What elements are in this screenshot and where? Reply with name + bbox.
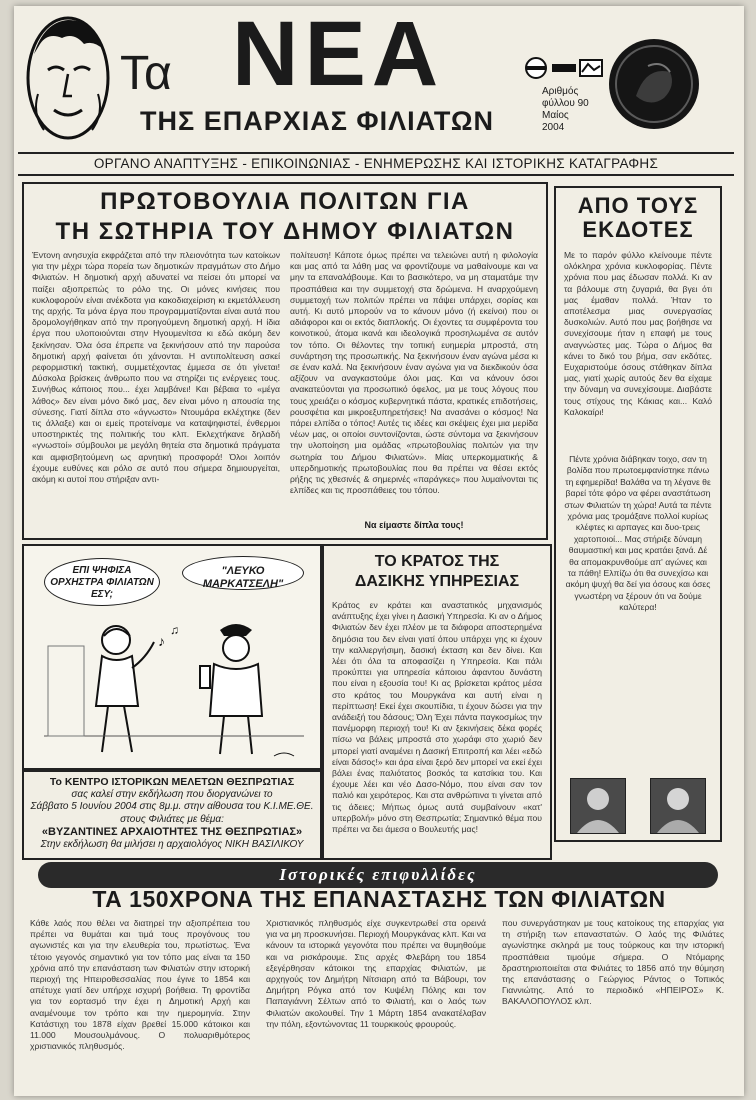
sidebar-text: Με το παρόν φύλλο κλείνουμε πέντε ολόκληρα χρόνια κυκλοφορίας. Πέντε χρόνια που μας έδωσαν πολλά. Κι αν τα βάλουμε στη ζυγαριά, θα βγει ότι μας έμαθαν πολλά. Ήταν το αποτέλεσμα μιας συνεργασίας δυσκολιών. Αυτό που μας βοήθησε να συνεχίσουμε ήταν η επαφή με τους αναγνώστες μας. Τώρα ο Δήμος θα κάνει το δικό του βήμα, σαν εκδότες. Ευχαριστούμε όσους στάθηκαν δίπλα μας, γιατί χωρίς αυτούς δεν θα είχαμε την δύναμη να συνεχίσουμε. Διαβάστε τους στίχους της Κάκιας και... Καλό Καλοκαίρι!: [564, 250, 712, 417]
bottom-column-2: Χριστιανικός πληθυσμός είχε συγκεντρωθεί στα ορεινά για να μη προσκυνήσει. Περιοχή Μουργκάνας κλπ. Και να κάνουν τα ιστορικά γεγονότα που πρέπει να θυμηθούμε και να ρισκάρουμε. Στις αρχές Φλεβάρη του 1854 εξεγέρθησαν κάτοικοι της επαρχίας Φιλιατών, με αρχηγούς τον Δημήτρη Νίτσιαρη από τα Βάβουρι, τον Δημήτρη Ρόγκα από τον Κυψέλη Πόλης και τον Παπαγιάννη Σέλτων από το Φιλιατή, και ο λαός των Φιλιατών ακολουθεί. Την 1 Μάρτη 1854 ανακατέλαβαν την πόλη, εξοντώνοντας 11 τουρκικούς φρουρούς.: [266, 918, 486, 1029]
sidebar-title-line2: ΕΚΔΟΤΕΣ: [582, 217, 694, 242]
lead-title-line2: ΤΗ ΣΩΤΗΡΙΑ ΤΟΥ ΔΗΜΟΥ ΦΙΛΙΑΤΩΝ: [55, 218, 515, 245]
forest-title-line2: ΔΑΣΙΚΗΣ ΥΠΗΡΕΣΙΑΣ: [354, 573, 520, 590]
forest-title-line1: ΤΟ ΚΡΑΤΟΣ ΤΗΣ: [374, 553, 500, 570]
forest-service-article: [322, 544, 552, 860]
svg-text:♫: ♫: [170, 623, 179, 637]
masthead-ta: Τα: [120, 47, 172, 100]
newspaper-page: [14, 6, 744, 1096]
sidebar-poem: Πέντε χρόνια διάβηκαν τοιχο, σαν τη βολίδα που πρωτοεμφανίστηκε πάνω τη εφημερίδα! Βαλάθα να τη λέγανε θε βαρεί τότε φόρο να φέρει αναστάτωση στων Φιλιατών τη χώρα! Αυτά τα πέντε χρόνια μας τρομάξανε πολλοί κυρίως κλέφτες κι αρπαγες και δυο-τρεις χαρτοποιοί... Μας στήριξε δύναμη θαυμαστική και μας κρατάει ξανά. Δέ θα απομακρυνθούμε απ' αγώνες και τα πάθη! Ελπίζω ότι θα συνεχίσω και ακόμη ψυχή θα δεί για όσους και όσες γνωστέρη να ξέρουν ότι να δούμε καλύτερα!: [564, 454, 712, 613]
cartoon-bubble-left: ΕΠΙ ΨΗΦΙΣΑ ΟΡΧΗΣΤΡΑ ΦΙΛΙΑΤΩΝ ΕΣΥ;: [44, 558, 160, 606]
issue-info: [542, 86, 602, 134]
issue-month: Μαίος: [542, 110, 569, 121]
lead-column-2: πολίτευση! Κάποτε όμως πρέπει να τελειώνει αυτή η φιλολογία και μας από τα λάθη μας να φροντίζουμε να μαθαίνουμε και να μην τα επαναλάβουμε. Και το βασικότερο, να μη σταματάμε την προσπάθεια και την συμμετοχή στα δρώμενα. Η αναρχούμενη συμμετοχή των πολιτών πρέπει να πάψει υπάρχει, σορίας και αυτή. Κι αυτό μπορούν να το κάνουν μόνο (ή εκείνοι) που οι αδιάφοροι και οι εκτός διαπλοκής. Οι έχοντες τα συμφέροντα του κοινοτικού, άτομα ικανά και ιδεολογικά προσηλωμένα σε αυτόν τον τόπο. Οι θέλοντες την τοπική ευημερία μπροστά, στη συνάρτηση της προσωπικής. Να ξεκινήσουν έναν αγώνα μέσα κι σε έναν καλά. Να ξεκινήσουν έναν αγώνα για να διεκδικούν όσα αξίζουν να αναγκαστούμε όλοι μας. Και να κάνουν όσοι ανακατεύονται για προσωπικό όφελος, μα με τους λόγους που τους χρειάζει ο κόσμος κυβερνητικά πάστα, κρατικές επιδοτήσεις, ρουσφέτια και μικροεξυπηρετήσεις! Να ανασάνει ο κόσμος! Να πάρει ελπίδα ο τόπος! Αυτές τις ιδέες και σκέψεις έχει μια μερίδα νέων μας, οι οποίοι συντονίζονται, ώστε σύντομα να ξεκινήσουν την υλοποίηση μια ομάδας «πρωτοβουλίας πολιτών για την σωτηρία του Δήμου Φιλιατών». Μίας υπερκομματικής & υπερδημοτικής πρωτοβουλίας που θα πρέπει να θέσει εκτός ρήξης τις χθεσινές & σημερινές «παράγκες» που λυμαίνονται τις ελπίδες και τις προσπάθειες του τόπου.: [290, 250, 538, 496]
forest-text: Κράτος εν κράτει και αναστατικός μηχανισμός ανάπτυξης έχει γίνει η Δασική Υπηρεσία. Κι αν ο Δήμος Φιλιατών δεν έχει πλέον με τα διάφορα αποστερημένα δημόσια του δεν είναι γιατί όπου υπάρχει γης κι έχουν την καλλιεργήσιμη, δασική έκταση και δεν δίνει. Και λέει ότι όλα τα αποφασίζει η Υπηρεσία. Και πάλι προκύπτει για υπηρεσία κάποιου άφαντου δυνάστη που είναι η εξουσία του! Κι ας βρίσκεται κράτος μέσα στο κράτος του Μουργκάνα και αυτή είναι η περίπτωση! Εκεί έχει σκουπίδια, τι έχουν δώσει για την ανάδειξή του δάσους; Όλη Έχει πάντα παγκοσμίως την πανέμορφη περιοχή του! Κι αν ξεκινήσεις δέκα φορές πίσω να βάλεις μπροστά στο χωράφι στο χωριό δεν μπορεί γιατί αναμένει η Δασική Επιτροπή και λέει «εδώ είναι δάσος!» και άρα είναι ξερό δεν μπορεί να εκεί έχει βάλει ένας παλιότατος βοσκός τα κατσίκια του. Και έχουμε λέει και νέο Δασο-Νόμο, που είναι σαν τον παλιό και χειρότερος. Και στα ανθρώπινα τι γίνεται από τις άδειες; Μήπως όμως αυτά συμβαίνουν «κατ' υπερβολή» μόνο στη Θεσπρωτία; Σημαντικό θέμα που πρέπει να δει άμεσα ο Βουλευτής μας!: [332, 600, 542, 835]
author-photo-1: [570, 778, 626, 834]
svg-text:♪: ♪: [158, 633, 165, 649]
cartoon-drawing-icon: [24, 606, 320, 766]
masthead-nea: ΝΕΑ: [232, 6, 445, 105]
bottom-column-1: Κάθε λαός που θέλει να διατηρεί την αξιοπρέπεια του πρέπει να θυμάται και τιμά τους προγόνους του αγωνιστές και για την ελευθερία του, πρωτίστως. Ένα τέτοιο γεγονός σημαντικό για τον τόπο μας είναι τα 150 χρόνια από την επανάσταση των Φιλιατών στην ιστορική περιοχή της Ηπειροθεσσαλίας που έγινε το 1854 και απέτυχε γιατί δεν υπήρχε ισχυρή βοήθεια. Τη φροντίδα για τον εορτασμό την έχει η Δημοτική Αρχή και αναμένουμε τον τρόπο και την ημερομηνία. Στην Κατάστιχη του 1878 είχαν βρεθεί 15.000 κάτοικοι και 11.000 Μουσουλμάνους. Ο πολυαριθμότερος χριστιανικός πληθυσμός.: [30, 918, 250, 1052]
cartoon: [22, 544, 322, 770]
bottom-column-3: που συνεργάστηκαν με τους κατοίκους της επαρχίας για τη στήριξη των επαναστατών. Ο λαός της Φιλιάτες αγωνίστηκε σκληρά με τους τούρκους και την ιστορική προσπάθεια τιμούμε σήμερα. Ο Ντόμαρης δραστηριοποιείται στα Φιλιάτες το 1856 από την θύμηση της επανάστασης ο Γεώργιος Ράντος ο Τοπικός Γιαννιώτης. Από το περιοδικό «ΗΠΕΙΡΟΣ» Κ. ΒΑΚΑΛΟΠΟΥΛΟΣ κλπ.: [502, 918, 724, 1007]
lead-title-line1: ΠΡΩΤΟΒΟΥΛΙΑ ΠΟΛΙΤΩΝ ΓΙΑ: [100, 188, 470, 215]
lead-column-1: Έντονη ανησυχία εκφράζεται από την πλειονότητα των κατοίκων για την μέχρι τώρα πορεία των δημοτικών πραγμάτων στο Δήμο Φιλιατών. Η δημοτική αρχή αδυνατεί να πείσει ότι μπορεί να παίξει αξιοπρεπώς το ρόλο της. Οι μόνες κινήσεις που κυκλοφορούν είναι ανέκδοτα για κακοδιαχείριση κι εκμετάλλευση της αρχής. Τα μόνα έργα που προγραμματίζονται είναι αυτά που δρομολογήθηκαν από την προηγούμενη δημοτική αρχή. Η ίδια έργα που υλοποιούνται στην Ηγουμενίτσα κι εδώ ακόμη δεν ξεκίνησαν. Όλα όσα έπρεπε να ξεκινήσουν από την παρούσα δημοτική αρχή φαίνεται ότι χάνονται. Η αντιπολίτευση ασκεί ρεφορμιστική τακτική, συμμετέχοντας έμμεσα σε ότι γίνεται! Δύσκολα βρίσκεις άνθρωπο που να στηρίζει τις ενέργειες τους. Συνήθως κάποιος που... έχει λαμβάνει! Και βέβαια το «μέγα λάθος» δεν είναι μόνο δικό μας, δεν είναι μόνο η απουσία της σύνεσης. Γιατί δίπλα στο «άγνωστο» Ντουμάρα εκλέχτηκε (δεν τις άλλαξε) και οι εμείς προτείναμε να καταψηφιστεί, ένθερμοι υποστηρικτές της πολιτικής του κλπ. Εκλεχτήκανε δηλαδή «γνωστοί» σύμβουλοι με μεγάλη θητεία στα δημοτικά πράγματα και αμφισβητούμενη ως αρνητική προσφορά! Όλοι λοιπόν έχουμε ευθύνες και ρόλο σε αυτό που σήμερα δημιουργείται, ακόμη κι αυτοί που στήριξαν αντι-: [32, 250, 280, 485]
announce-line1: Το ΚΕΝΤΡΟ ΙΣΤΟΡΙΚΩΝ ΜΕΛΕΤΩΝ ΘΕΣΠΡΩΤΙΑΣ: [49, 776, 295, 788]
announce-line4: στους Φιλιάτες με θέμα:: [120, 813, 224, 825]
sidebar-title-line1: ΑΠΟ ΤΟΥΣ: [577, 193, 699, 218]
masthead-subtitle: ΟΡΓΑΝΟ ΑΝΑΠΤΥΞΗΣ - ΕΠΙΚΟΙΝΩΝΙΑΣ - ΕΝΗΜΕΡΩΣΗΣ ΚΑΙ ΙΣΤΟΡΙΚΗΣ ΚΑΤΑΓΡΑΦΗΣ: [18, 152, 734, 176]
historic-banner: Ιστορικές επιφυλλίδες: [38, 862, 718, 888]
cartoon-bubble-right: "ΛΕΥΚΟ ΜΑΡΚΑΤΣΕΛΗ": [182, 556, 304, 590]
issue-year: 2004: [542, 122, 565, 133]
publishers-sidebar: [554, 186, 722, 842]
author-photo-2: [650, 778, 706, 834]
announce-line2: σας καλεί στην εκδήλωση που διοργανώνει το: [71, 788, 273, 800]
masthead-eparxia: ΤΗΣ ΕΠΑΡΧΙΑΣ ΦΙΛΙΑΤΩΝ: [140, 106, 495, 136]
publisher-marks-icon: [524, 56, 604, 80]
event-announcement: [22, 770, 322, 860]
lead-closing: Να είμαστε δίπλα τους!: [364, 520, 464, 530]
masthead: [14, 6, 744, 171]
ancient-face-logo-icon: [24, 14, 112, 142]
bottom-title: ΤΑ 150ΧΡΟΝΑ ΤΗΣ ΕΠΑΝΑΣΤΑΣΗΣ ΤΩΝ ΦΙΛΙΑΤΩΝ: [92, 886, 666, 912]
lead-article: [22, 182, 548, 540]
announce-line5: «ΒΥΖΑΝΤΙΝΕΣ ΑΡΧΑΙΟΤΗΤΕΣ ΤΗΣ ΘΕΣΠΡΩΤΙΑΣ»: [41, 826, 303, 838]
announce-line6: Στην εκδήλωση θα μιλήσει η αρχαιολόγος ΝΙΚΗ ΒΑΣΙΛΙΚΟΥ: [40, 838, 304, 850]
announce-line3: Σάββατο 5 Ιουνίου 2004 στις 8μ.μ. στην αίθουσα του Κ.Ι.ΜΕ.ΘΕ.: [30, 801, 314, 812]
issue-number: Αριθμός φύλλου 90: [542, 86, 589, 109]
ancient-coin-emblem-icon: [606, 36, 702, 132]
